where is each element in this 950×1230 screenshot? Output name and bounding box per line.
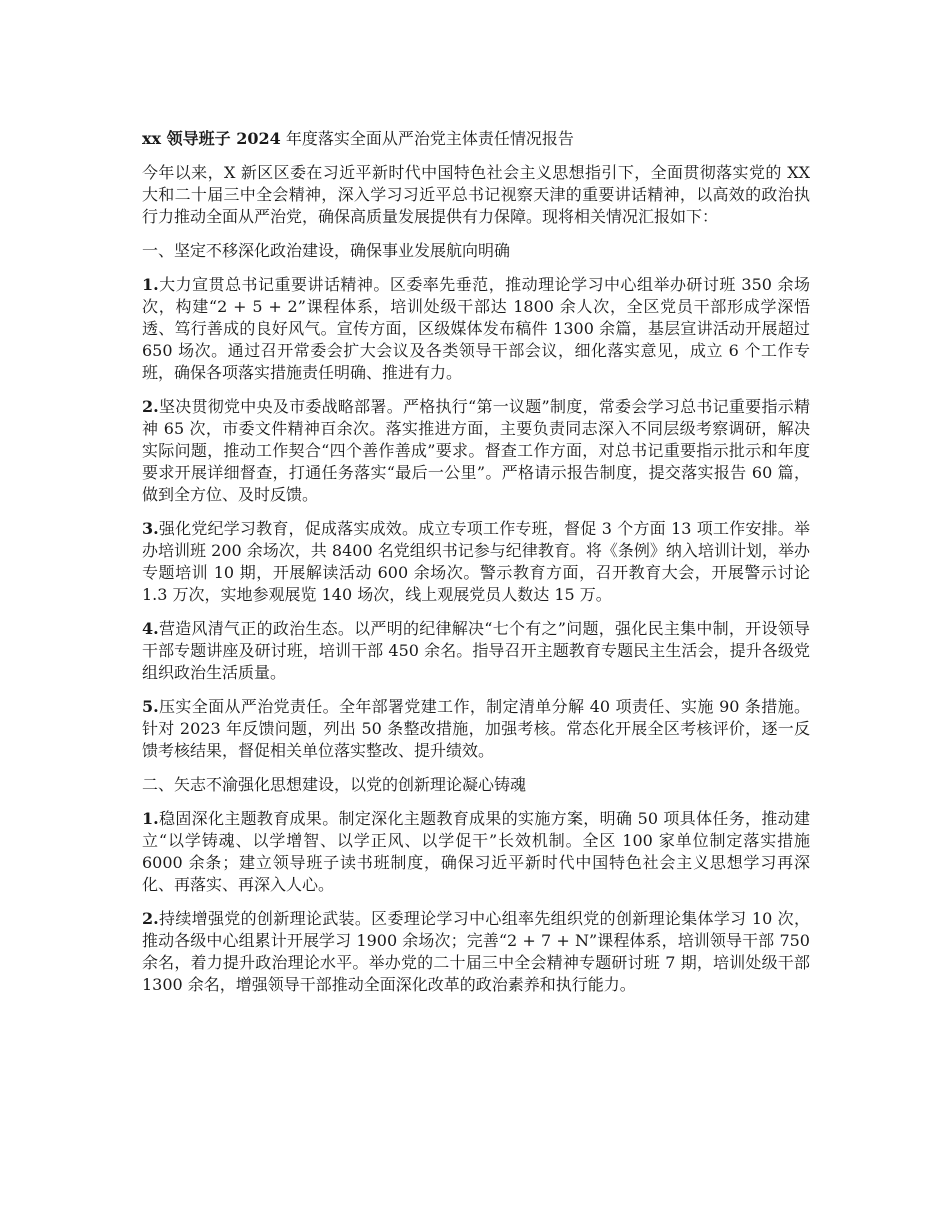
section-1-item-1 <box>142 274 810 384</box>
section-heading-2: 二、矢志不渝强化思想建设，以党的创新理论凝心铸魂 <box>142 775 527 794</box>
section-1-item-3 <box>142 518 810 606</box>
item-number: 2. <box>142 909 159 928</box>
item-text: 营造风清气正的政治生态。以严明的纪律解决“七个有之”问题，强化民主集中制，开设领导干部专题讲座及研讨班，培训干部 450 余名。指导召开主题教育专题民主生活会，提升各级党组织政治生活质量。 <box>142 619 810 682</box>
item-text: 大力宣贯总书记重要讲话精神。区委率先垂范，推动理论学习中心组举办研讨班 350 余场次，构建“2 + 5 + 2”课程体系，培训处级干部达 1800 余人次，全区党员干部形成学深悟透、笃行善成的良好风气。宣传方面，区级媒体发布稿件 1300 余篇，基层宣讲活动开展超过 650 场次。通过召开常委会扩大会议及各类领导干部会议，细化落实意见，成立 6 个工作专班，确保各项落实措施责任明确、推进有力。 <box>142 275 810 382</box>
section-1-item-4 <box>142 618 810 684</box>
title-year: 2024 <box>236 129 281 148</box>
item-number: 1. <box>142 809 159 828</box>
document-title <box>142 128 810 150</box>
item-text: 坚决贯彻党中央及市委战略部署。严格执行“第一议题”制度，常委会学习总书记重要指示精神 65 次，市委文件精神百余次。落实推进方面，主要负责同志深入不同层级考察调研，解决实际问题，推动工作契合“四个善作善成”要求。督查工作方面，对总书记重要指示批示和年度要求开展详细督查，打通任务落实“最后一公里”。严格请示报告制度，提交落实报告 60 篇，做到全方位、及时反馈。 <box>142 397 810 504</box>
item-text: 强化党纪学习教育，促成落实成效。成立专项工作专班，督促 3 个方面 13 项工作安排。举办培训班 200 余场次，共 8400 名党组织书记参与纪律教育。将《条例》纳入培训计划，举办专题培训 10 期，开展解读活动 600 余场次。警示教育方面，召开教育大会，开展警示讨论 1.3 万次，实地参观展览 140 场次，线上观展党员人数达 15 万。 <box>142 519 810 604</box>
item-number: 3. <box>142 519 159 538</box>
section-heading-1: 一、坚定不移深化政治建设，确保事业发展航向明确 <box>142 241 511 260</box>
item-number: 4. <box>142 619 159 638</box>
section-2-item-1 <box>142 808 810 896</box>
item-text: 持续增强党的创新理论武装。区委理论学习中心组率先组织党的创新理论集体学习 10 次，推动各级中心组累计开展学习 1900 余场次；完善“2 + 7 + N”课程体系，培训领导干部 750 余名，着力提升政治理论水平。举办党的二十届三中全会精神专题研讨班 7 期，培训处级干部 1300 余名，增强领导干部推动全面深化改革的政治素养和执行能力。 <box>142 909 810 994</box>
item-number: 5. <box>142 697 159 716</box>
section-2-item-2 <box>142 908 810 996</box>
item-number: 2. <box>142 397 159 416</box>
intro-paragraph: 今年以来，X 新区区委在习近平新时代中国特色社会主义思想指引下，全面贯彻落实党的 XX 大和二十届三中全会精神，深入学习习近平总书记视察天津的重要讲话精神，以高效的政治执行力推动全面从严治党，确保高质量发展提供有力保障。现将相关情况汇报如下： <box>142 163 810 226</box>
title-prefix: xx 领导班子 <box>142 129 237 148</box>
section-1-item-2 <box>142 396 810 506</box>
section-1-item-5 <box>142 696 810 762</box>
item-text: 稳固深化主题教育成果。制定深化主题教育成果的实施方案，明确 50 项具体任务，推动建立“以学铸魂、以学增智、以学正风、以学促干”长效机制。全区 100 家单位制定落实措施 6000 余条；建立领导班子读书班制度，确保习近平新时代中国特色社会主义思想学习再深化、再落实、再深入人心。 <box>142 809 810 894</box>
item-number: 1. <box>142 275 159 294</box>
item-text: 压实全面从严治党责任。全年部署党建工作，制定清单分解 40 项责任、实施 90 条措施。针对 2023 年反馈问题，列出 50 条整改措施，加强考核。常态化开展全区考核评价，逐一反馈考核结果，督促相关单位落实整改、提升绩效。 <box>142 697 810 760</box>
title-suffix: 年度落实全面从严治党主体责任情况报告 <box>280 129 574 148</box>
document-page <box>142 128 810 1008</box>
